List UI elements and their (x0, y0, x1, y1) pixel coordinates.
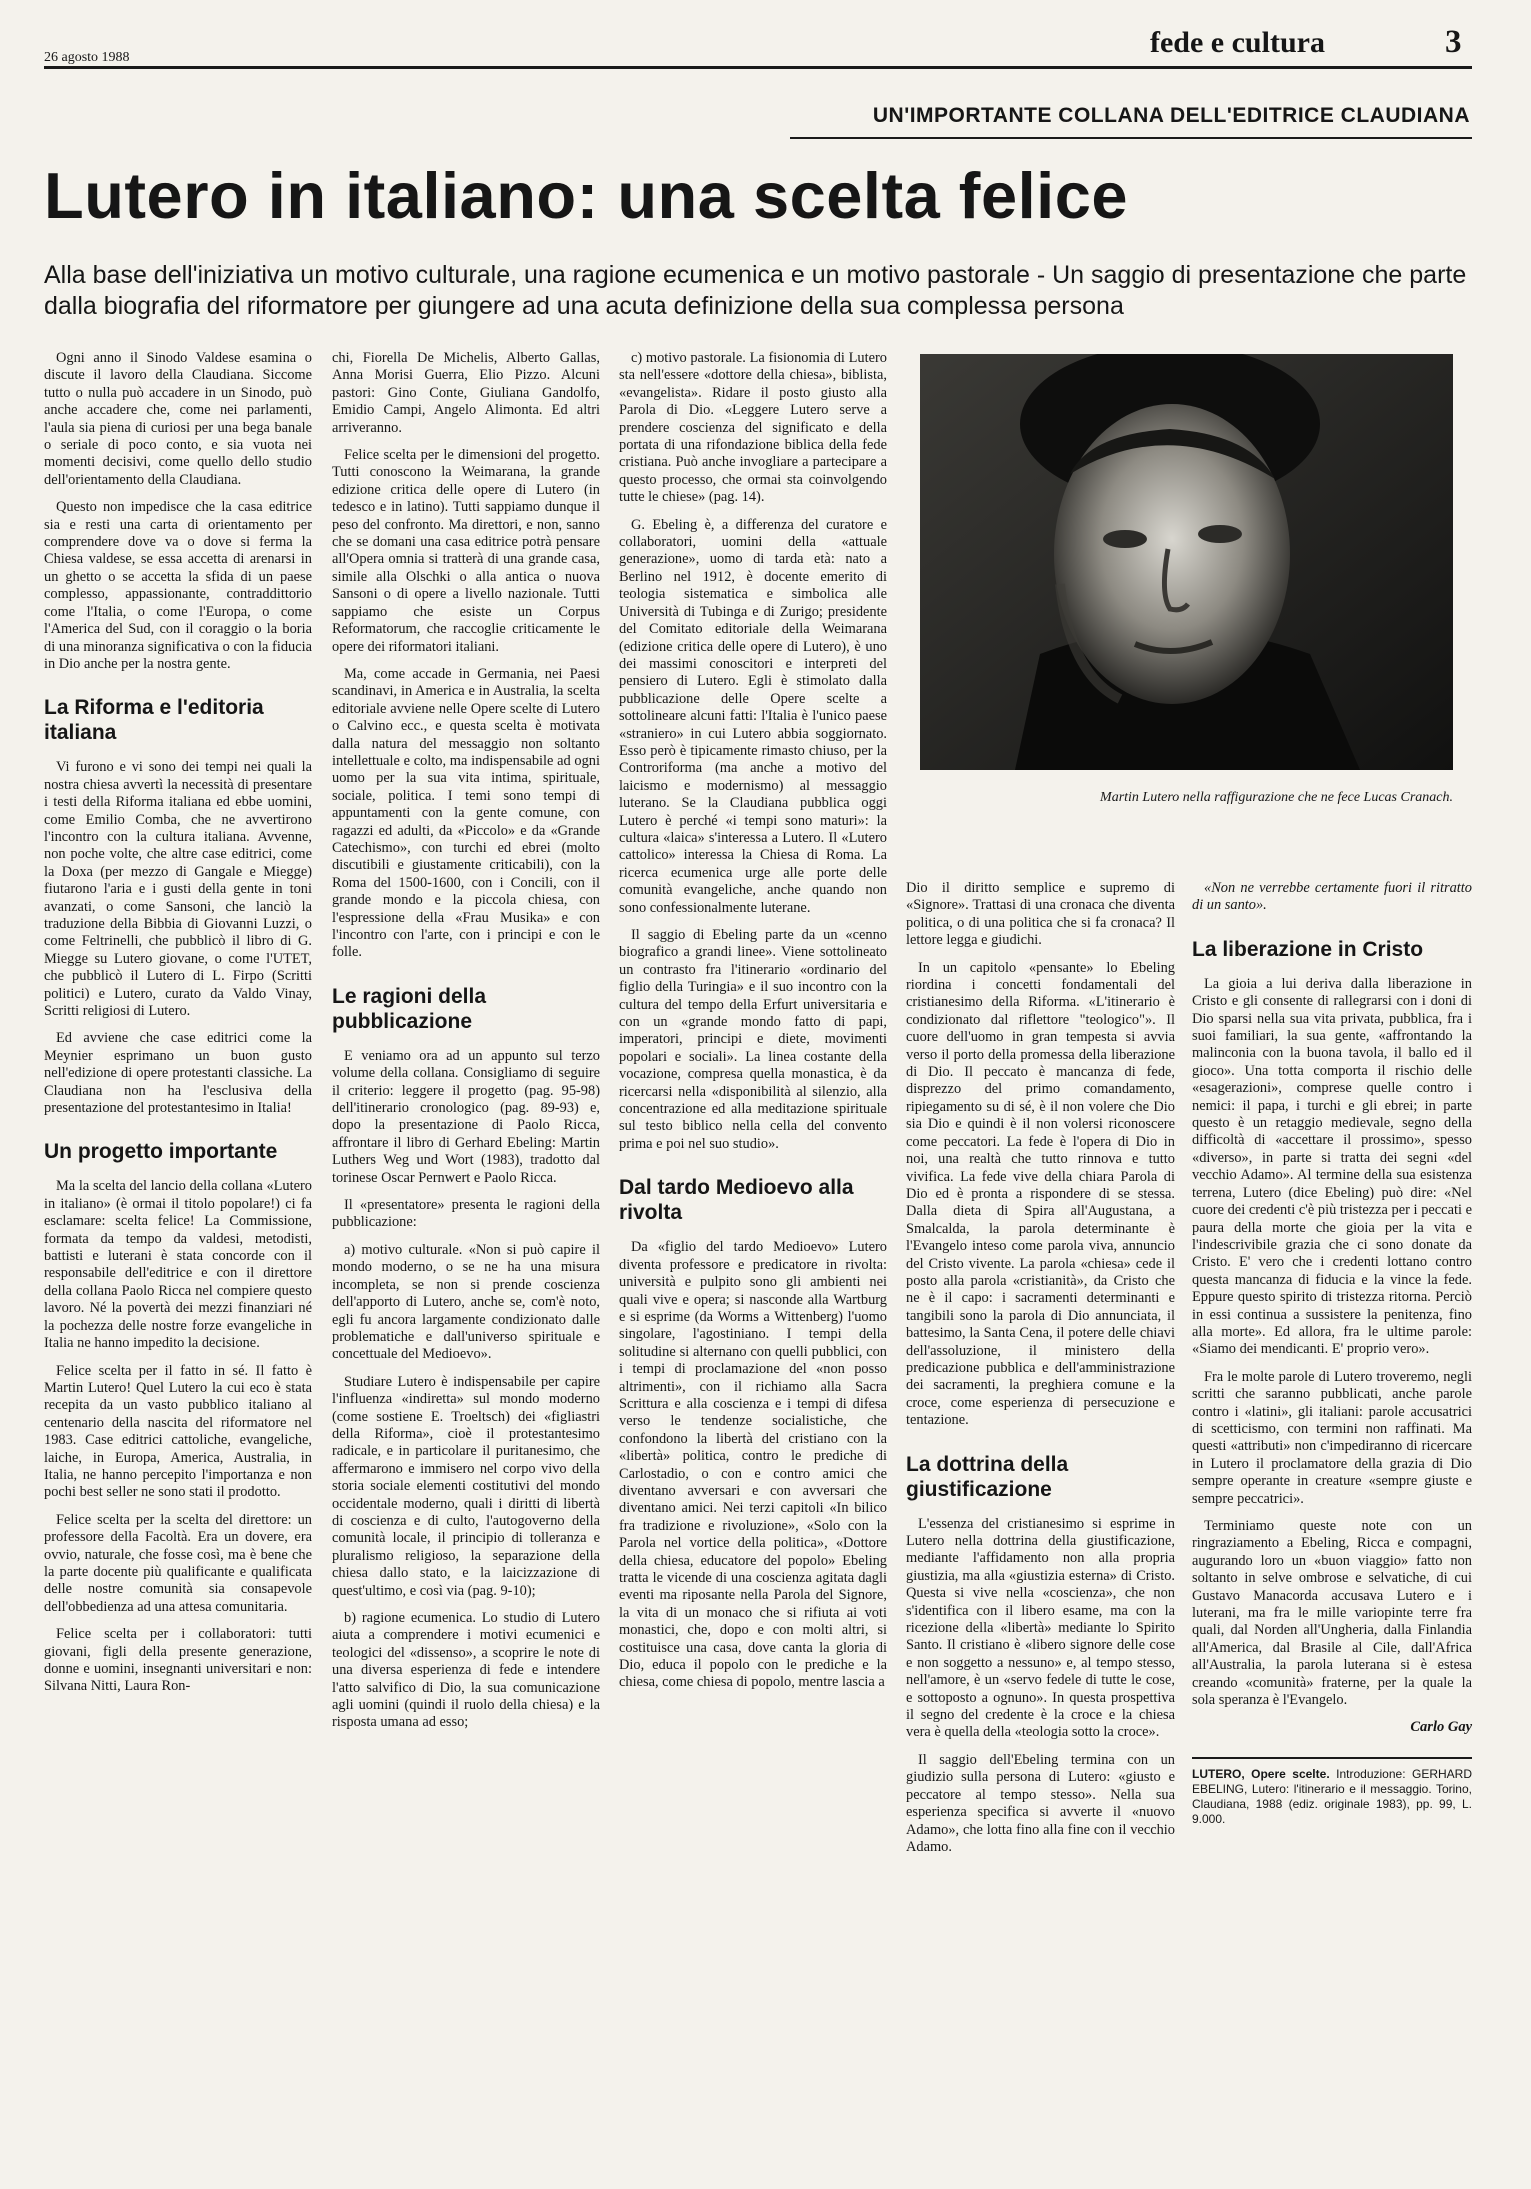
paragraph: Questo non impedisce che la casa editrice sia e resti una carta di orientamento per comprendere dove va o dove si ferma la Chiesa valdese, se essa accetta di arenarsi in un ghetto o se accetta la sfida di un paese complesso, appassionante, contraddittorio come l'Italia, o come l'Europa, o come l'America del Sud, con il coraggio o la boria di una minoranza significativa o con la fiducia in Dio anche per la nostra gente. (44, 499, 312, 672)
book-reference (1192, 1757, 1472, 1827)
issue-date: 26 agosto 1988 (44, 50, 130, 65)
subheadline: Alla base dell'iniziativa un motivo culturale, una ragione ecumenica e un motivo pastorale - Un saggio di presentazione che parte dalla biografia del riformatore per giungere ad una acuta definizione della sua complessa persona (44, 261, 1467, 320)
paragraph: b) ragione ecumenica. Lo studio di Lutero aiuta a comprendere i motivi ecumenici e teologici del «dissenso», a scoprire le note di una diversa esperienza di fede e intendere l'atto salvifico di Dio, la sua comunicazione agli uomini (quindi il ruolo della chiesa) e la risposta umana ad esso; (332, 1610, 600, 1731)
header-rule (44, 66, 1472, 69)
section-heading: Dal tardo Medioevo alla rivolta (619, 1176, 854, 1225)
paragraph: Ed avviene che case editrici come la Meynier esprimano un buon gusto nell'edizione di opere protestanti classiche. La Claudiana non ha l'esclusiva della presentazione del protestantesimo in Italia! (44, 1030, 312, 1117)
paragraph: Da «figlio del tardo Medioevo» Lutero diventa professore e predicatore in rivolta: università e pulpito sono gli ambienti nei quali vive e opera; si nasconde alla Wartburg e si esprime (da Worms a Wittenberg) l'uomo singolare, l'agostiniano. I tempi della solitudine si alternano con quelli pubblici, con i tempi di proclamazione del «non posso altrimenti», con il richiamo alla Sacra Scrittura e alla coscienza e i tempi di difesa verso le tendenze socialistiche, che confondono la libertà del cristiano con la «libertà» politica, contro le prediche di Carlostadio, o con e contro amici che diventano avversari e con avversari che diventano amici. Nei terzi capitoli «In bilico fra tradizione e rivoluzione», «Solo con la Parola nel vortice della politica», «Dottore della chiesa, educatore del popolo» Ebeling tratta le vicende di una coscienza agitata dagli eventi ma riposante nella Parola del Signore, la vita di un monaco che si rifiuta ai voti monastici, che, dopo e con molti altri, si costituisce una casa, dove canta la gloria di Dio, educa il popolo con le prediche e la chiesa, come chiesa di popolo, mentre lascia a (619, 1239, 887, 1691)
book-details: Introduzione: GERHARD EBELING, Lutero: l'itinerario e il messaggio. Torino, Claudiana, 1988 (ediz. originale 1983), pp. 99, L. 9.000. (1192, 1766, 1472, 1826)
paragraph: Studiare Lutero è indispensabile per capire l'influenza «indiretta» sul mondo moderno (come sostiene E. Troeltsch) dei «figliastri della Riforma», cioè il protestantesimo radicale, e in particolare il puritanesimo, che affermarono e immisero nel corpo vivo della storia sociale elementi costitutivi del mondo occidentale moderno, quali i diritti di libertà di coscienza e di culto, l'autogoverno della comunità locale, il principio di tolleranza e pluralismo religioso, la separazione della chiesa dallo stato, e la laicizzazione di quest'ultimo, e così via (pag. 9-10); (332, 1373, 600, 1599)
section-title: fede e cultura (1150, 26, 1325, 59)
luther-portrait-image (920, 354, 1453, 770)
paragraph: G. Ebeling è, a differenza del curatore e collaboratori, uomini della «attuale generazione», uomo di tarda età: nato a Berlino nel 1912, è docente emerito di teologia sistematica e simbolica alle Università di Tubinga e di Zurigo; presidente del Comitato editoriale della Weimarana (edizione critica delle opere di Lutero), è uno dei massimi conoscitori e interpreti del pensiero di Lutero. Egli è stimolato dalla pubblicazione delle Opere scelte a sottolineare alcuni fatti: l'Italia è l'unico paese «straniero» in cui Lutero abbia soggiornato. Esso però è tipicamente rimasto chiuso, per la Controriforma (ma anche a motivo del laicismo e modernismo) al messaggio luterano. Se la Claudiana pubblica oggi Lutero è perché «i tempi sono maturi»: la cultura «laica» s'interessa a Lutero. Il «Lutero cattolico» interessa la Chiesa di Roma. La ricerca ecumenica urge alle porte delle comunità evangeliche, anche quando non sono confessionalmente luterane. (619, 516, 887, 916)
paragraph: Fra le molte parole di Lutero troveremo, negli scritti che saranno pubblicati, anche parole contro i «latini», gli italiani: parole accusatrici di scetticismo, con termini non raffinati. Ma questi «attributi» non c'impediranno di ricercare in Lutero il proclamatore della grazia di Dio sempre operante in creature «sempre giuste e sempre peccatrici». (1192, 1368, 1472, 1507)
article-column-3 (619, 350, 887, 1702)
paragraph: La gioia a lui deriva dalla liberazione in Cristo e gli consente di rallegrarsi con i doni di Dio sparsi nella sua vita privata, pubblica, fra i suoi familiari, la sua gente, «affrontando la malinconia con la buona tavola, il ballo ed il gioco». Una totta comporta il rischio delle «esagerazioni», comprese quelle contro i nemici: il papa, i turchi e gli ebrei; in parte questo è un retaggio medievale, segno della difficoltà di «accettare il prossimo», spesso «diverso», in parte si tratta dei segni «del vecchio Adamo». Al termine della sua esistenza terrena, Lutero (dice Ebeling) può dire: «Nel cuore dei credenti c'è più tristezza per i peccati e paura della morte che gioia per la vita e l'indescrivibile grazia che ci sono donate da Cristo. E' vero che i credenti lottano contro questa mancanza di fiducia e la vince la fede. Eppure questo spirito di tristezza ritorna. Perciò in essi continua a sussistere la penitenza, fino alla morte». Ed allora, fra le ultime parole: «Siamo dei mendicanti. E' proprio vero». (1192, 975, 1472, 1358)
section-heading: Un progetto importante (44, 1140, 278, 1164)
paragraph: Il saggio dell'Ebeling termina con un giudizio sulla persona di Lutero: «giusto e peccatore al tempo stesso». Nella sua esperienza specifica si avverte il «nuovo Adamo», che lotta fino alla fine con il vecchio Adamo. (906, 1751, 1175, 1855)
section-heading: Le ragioni della pubblicazione (332, 984, 487, 1033)
paragraph: Ogni anno il Sinodo Valdese esamina o discute il lavoro della Claudiana. Siccome tutto o nulla può accadere in un Sinodo, può anche accadere che, come nei parlamenti, l'aula sia piena di curiosi per una bega banale o seriale di poco conto, e sia vuota nei momenti decisivi, come quello dello studio dell'orientamento della Claudiana. (44, 350, 312, 488)
author-byline: Carlo Gay (1410, 1719, 1472, 1736)
kicker: UN'IMPORTANTE COLLANA DELL'EDITRICE CLAUDIANA (872, 104, 1470, 127)
paragraph: Terminiamo queste note con un ringraziamento a Ebeling, Ricca e compagni, augurando loro un «buon viaggio» fatto non soltanto in selve ombrose e selvatiche, di cui Gustavo Manacorda accusava Lutero e i luterani, ma fra le mille variopinte terre fra quali, dal Norden all'Ungheria, dalla Finlandia all'America, dal Brasile al Cile, dall'Africa all'Australia, la parola luterana si è estesa creando «comunità» fraterne, per la quale la sola speranza è l'Evangelo. (1192, 1518, 1472, 1709)
paragraph: Dio il diritto semplice e supremo di «Signore». Trattasi di una cronaca che diventa politica, o di una politica che si fa cronaca? Il lettore legga e giudichi. (906, 880, 1175, 949)
paragraph: Felice scelta per le dimensioni del progetto. Tutti conoscono la Weimarana, la grande edizione critica delle opere di Lutero (in tedesco e in latino). Tutti sappiamo dunque il peso del confronto. Ma direttori, e non, sanno che se domani una casa editrice potrà pensare all'Opera omnia si tratterà di una grande casa, simile alla Olschki o alla antica o nuova Sansoni o di opere a livello nazionale. Tutti sappiamo che esiste un Corpus Reformatorum, che raccoglie criticamente le opere dei riformatori italiani. (332, 447, 600, 655)
portrait-photo (920, 354, 1453, 770)
photo-caption: Martin Lutero nella raffigurazione che ne fece Lucas Cranach. (1100, 790, 1453, 805)
paragraph: Ma, come accade in Germania, nei Paesi scandinavi, in America e in Australia, la scelta editoriale avviene nelle Opere scelte di Lutero o Calvino ecc., e questa scelta è motivata dalla natura del messaggio non soltanto intellettuale e colto, ma indispensabile ad ogni uomo per la sua vita intima, spirituale, sociale, politica. I temi sono tempi di appuntamenti con la gente comune, con ragazzi ed adulti, da «Piccolo» e da «Grande Catechismo», con turchi ed ebrei (molto discutibili e giustamente criticabili), con la Roma del 1500-1600, con i Concili, con il grande mondo e la piccola chiesa, con l'espressione della «Frau Musika» e con l'incontro con l'arte, con i principi e con le folle. (332, 665, 600, 961)
paragraph: In un capitolo «pensante» lo Ebeling riordina i concetti fondamentali del cristianesimo della Riforma. «L'itinerario è condizionato dal riflettore "teologico"». Il cuore dell'uomo in gran tempesta si avvia verso il porto della promessa della liberazione di Dio. Il peccato è mancanza di fede, disprezzo del primo comandamento, ripiegamento su di sé, è il non volere che Dio sia Dio e quindi è il non volersi riconoscere come peccatori. La fede è l'opera di Dio in noi, una realtà che tutto rinnova e tutto vivifica. La fede vive della chiara Parola di Dio ed è pronta a rispondere di se stessa. Dalla dieta di Spira all'Augustana, a Smalcalda, la parola determinante è l'Evangelo inteso come parola viva, annuncio del Cristo vivente. La parola «chiesa» cede il posto alla parola «cristianità», da Cristo che ne è il capo: i sacramenti determinanti e tangibili sono la parola di Dio annunciata, il battesimo, la Santa Cena, il potere delle chiavi dell'assoluzione, il ministero della predicazione pubblica e dell'amministrazione dei sacramenti, la preghiera comune e la croce, come esperienza di persecuzione e tentazione. (906, 959, 1175, 1429)
paragraph: Felice scelta per i collaboratori: tutti giovani, figli della presente generazione, donne e uomini, insegnanti universitari e non: Silvana Nitti, Laura Ron- (44, 1626, 312, 1695)
paragraph: chi, Fiorella De Michelis, Alberto Gallas, Anna Morisi Guerra, Elio Pizzo. Alcuni pastori: Gino Conte, Giuliana Gandolfo, Emidio Campi, Angelo Alimonta. Ed altri arriveranno. (332, 350, 600, 436)
article-column-5 (1192, 880, 1472, 1827)
section-heading: La Riforma e l'editoria italiana (44, 696, 264, 745)
paragraph: Ma la scelta del lancio della collana «Lutero in italiano» (è ormai il titolo popolare!) ci fa esclamare: scelta felice! La Commissione, formata da tempo da valdesi, metodisti, battisti e luterani è stata concorde con il responsabile dell'editrice e con il direttore della collana Paolo Ricca nel compiere questo lavoro. Né la povertà dei mezzi finanziari né la pochezza delle nostre forze evangeliche in Italia ne hanno impedito la decisione. (44, 1178, 312, 1352)
section-heading: La liberazione in Cristo (1192, 937, 1424, 961)
paragraph: E veniamo ora ad un appunto sul terzo volume della collana. Consigliamo di seguire il criterio: leggere il progetto (pag. 95-98) dell'itinerario cronologico (pag. 89-93) e, dopo la presentazione di Paolo Ricca, affrontare il libro di Gerhard Ebeling: Martin Luthers Weg und Wort (1983), tradotto dal torinese Oscar Pernwert e Paolo Ricca. (332, 1047, 600, 1186)
paragraph: «Non ne verrebbe certamente fuori il ritratto di un santo». (1192, 880, 1472, 914)
kicker-rule (790, 137, 1472, 139)
book-title: LUTERO, Opere scelte. (1192, 1766, 1330, 1781)
headline: Lutero in italiano: una scelta felice (44, 159, 1129, 232)
paragraph: Il saggio di Ebeling parte da un «cenno biografico a grandi linee». Viene sottolineato un contrasto fra l'itinerario «ordinario del figlio della Turingia» e il suo incontro con la cultura del tempo della Erfurt universitaria e con un «grande mondo fatto di papi, imperatori, principi e diete, movimenti popolari e sociali». La linea costante della vocazione, compresa quella monastica, è da ricercarsi nella «disponibilità al silenzio, alla concentrazione ed alla meditazione spirituale sul testo biblico nella cella del convento prima e poi nel suo studio». (619, 927, 887, 1152)
article-column-4 (906, 880, 1175, 1866)
section-heading: La dottrina della giustificazione (906, 1452, 1069, 1501)
paragraph: c) motivo pastorale. La fisionomia di Lutero sta nell'essere «dottore della chiesa», biblista, «evangelista». Ridare il posto giusto alla Parola di Dio. «Leggere Lutero serve a prendere coscienza del significato e della portata di una rifondazione biblica della fede cristiana. Può anche invogliare a partecipare a questo processo, che ormai sta coinvolgendo tutte le chiese» (pag. 14). (619, 350, 887, 506)
article-column-2 (332, 350, 600, 1742)
paragraph: Felice scelta per il fatto in sé. Il fatto è Martin Lutero! Quel Lutero la cui eco è stata recepita da un vasto pubblico italiano al centenario della nascita del riformatore nel 1983. Case editrici cattoliche, evangeliche, laiche, in Europa, America, Australia, in Italia, ne hanno percepito l'importanza e non pochi best seller ne sono stati il prodotto. (44, 1362, 312, 1501)
paragraph: Il «presentatore» presenta le ragioni della pubblicazione: (332, 1197, 600, 1231)
article-column-1 (44, 350, 312, 1706)
paragraph: L'essenza del cristianesimo si esprime in Lutero nella dottrina della giustificazione, mediante l'affidamento non alla propria giustizia, ma alla «giustizia esterna» di Cristo. Questa si vive nella «coscienza», che non s'identifica con il libero esame, ma con la ricezione della «libertà» mediante lo Spirito Santo. Il cristiano è «libero signore delle cose e non soggetto a nessuno» e, al tempo stesso, nell'amore, è un «servo fedele di tutte le cose, e sottoposto a ognuno». In questa prospettiva il segno del credente è la croce e la chiesa vera è quella della «teologia sotto la croce». (906, 1515, 1175, 1741)
paragraph: Felice scelta per la scelta del direttore: un professore della Facoltà. Era un dovere, era ovvio, naturale, che fosse così, ma è bene che la parte docente più qualificante e qualificata delle nostre comunità sia consapevole dell'obbedienza ad una attesa comunitaria. (44, 1511, 312, 1615)
paragraph: a) motivo culturale. «Non si può capire il mondo moderno, o se ne ha una misura incompleta, se non si prende coscienza dell'apporto di Lutero, anche se, com'è noto, egli fu ancora largamente condizionato dalle problematiche e dall'universo spirituale e concettuale del Medioevo». (332, 1241, 600, 1363)
paragraph: Vi furono e vi sono dei tempi nei quali la nostra chiesa avvertì la necessità di presentare i testi della Riforma italiana ed ebbe uomini, come Emilio Comba, che ne avvertirono l'incontro con la cultura italiana. Avvenne, non poche volte, che altre case editrici, come la Doxa (per mezzo di Gangale e Miegge) fiutarono l'aria e i gusti della gente in toni avanzati, o come Sansoni, che lanciò la traduzione della Bibbia di Giovanni Luzzi, o come Feltrinelli, che pubblicò il libro di G. Miegge su Lutero giovane, o come l'UTET, che pubblicò il Lutero di L. Firpo (Scritti politici) e Lutero, curato da Valdo Vinay, Scritti religiosi di Lutero. (44, 759, 312, 1019)
page-number: 3 (1445, 24, 1462, 60)
